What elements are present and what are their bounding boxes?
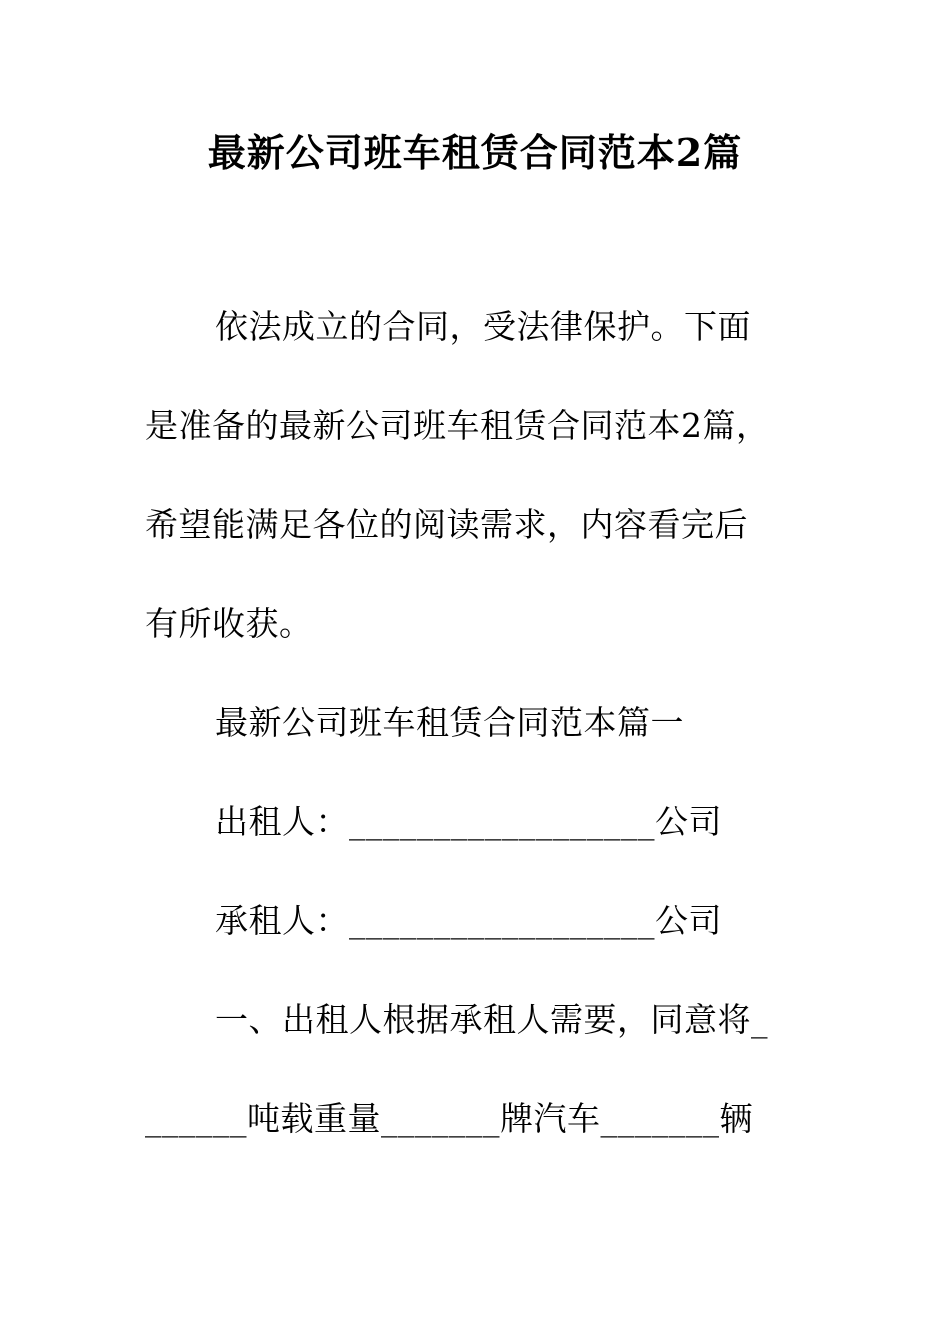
paragraph-line-1: 依法成立的合同，受法律保护。下面 (215, 307, 751, 346)
clause-1-line-1: 一、出租人根据承租人需要，同意将_ (215, 1000, 768, 1039)
paragraph-line-4: 有所收获。 (145, 604, 313, 643)
lessor-line: 出租人：__________________公司 (215, 802, 722, 841)
document-title: 最新公司班车租赁合同范本2篇 (207, 130, 743, 175)
section-heading: 最新公司班车租赁合同范本篇一 (215, 703, 684, 742)
clause-1-line-2: ______吨载重量_______牌汽车_______辆 (145, 1099, 753, 1138)
lessee-line: 承租人：__________________公司 (215, 901, 722, 940)
paragraph-line-2: 是准备的最新公司班车租赁合同范本2篇， (145, 406, 770, 445)
paragraph-line-3: 希望能满足各位的阅读需求，内容看完后 (145, 505, 748, 544)
